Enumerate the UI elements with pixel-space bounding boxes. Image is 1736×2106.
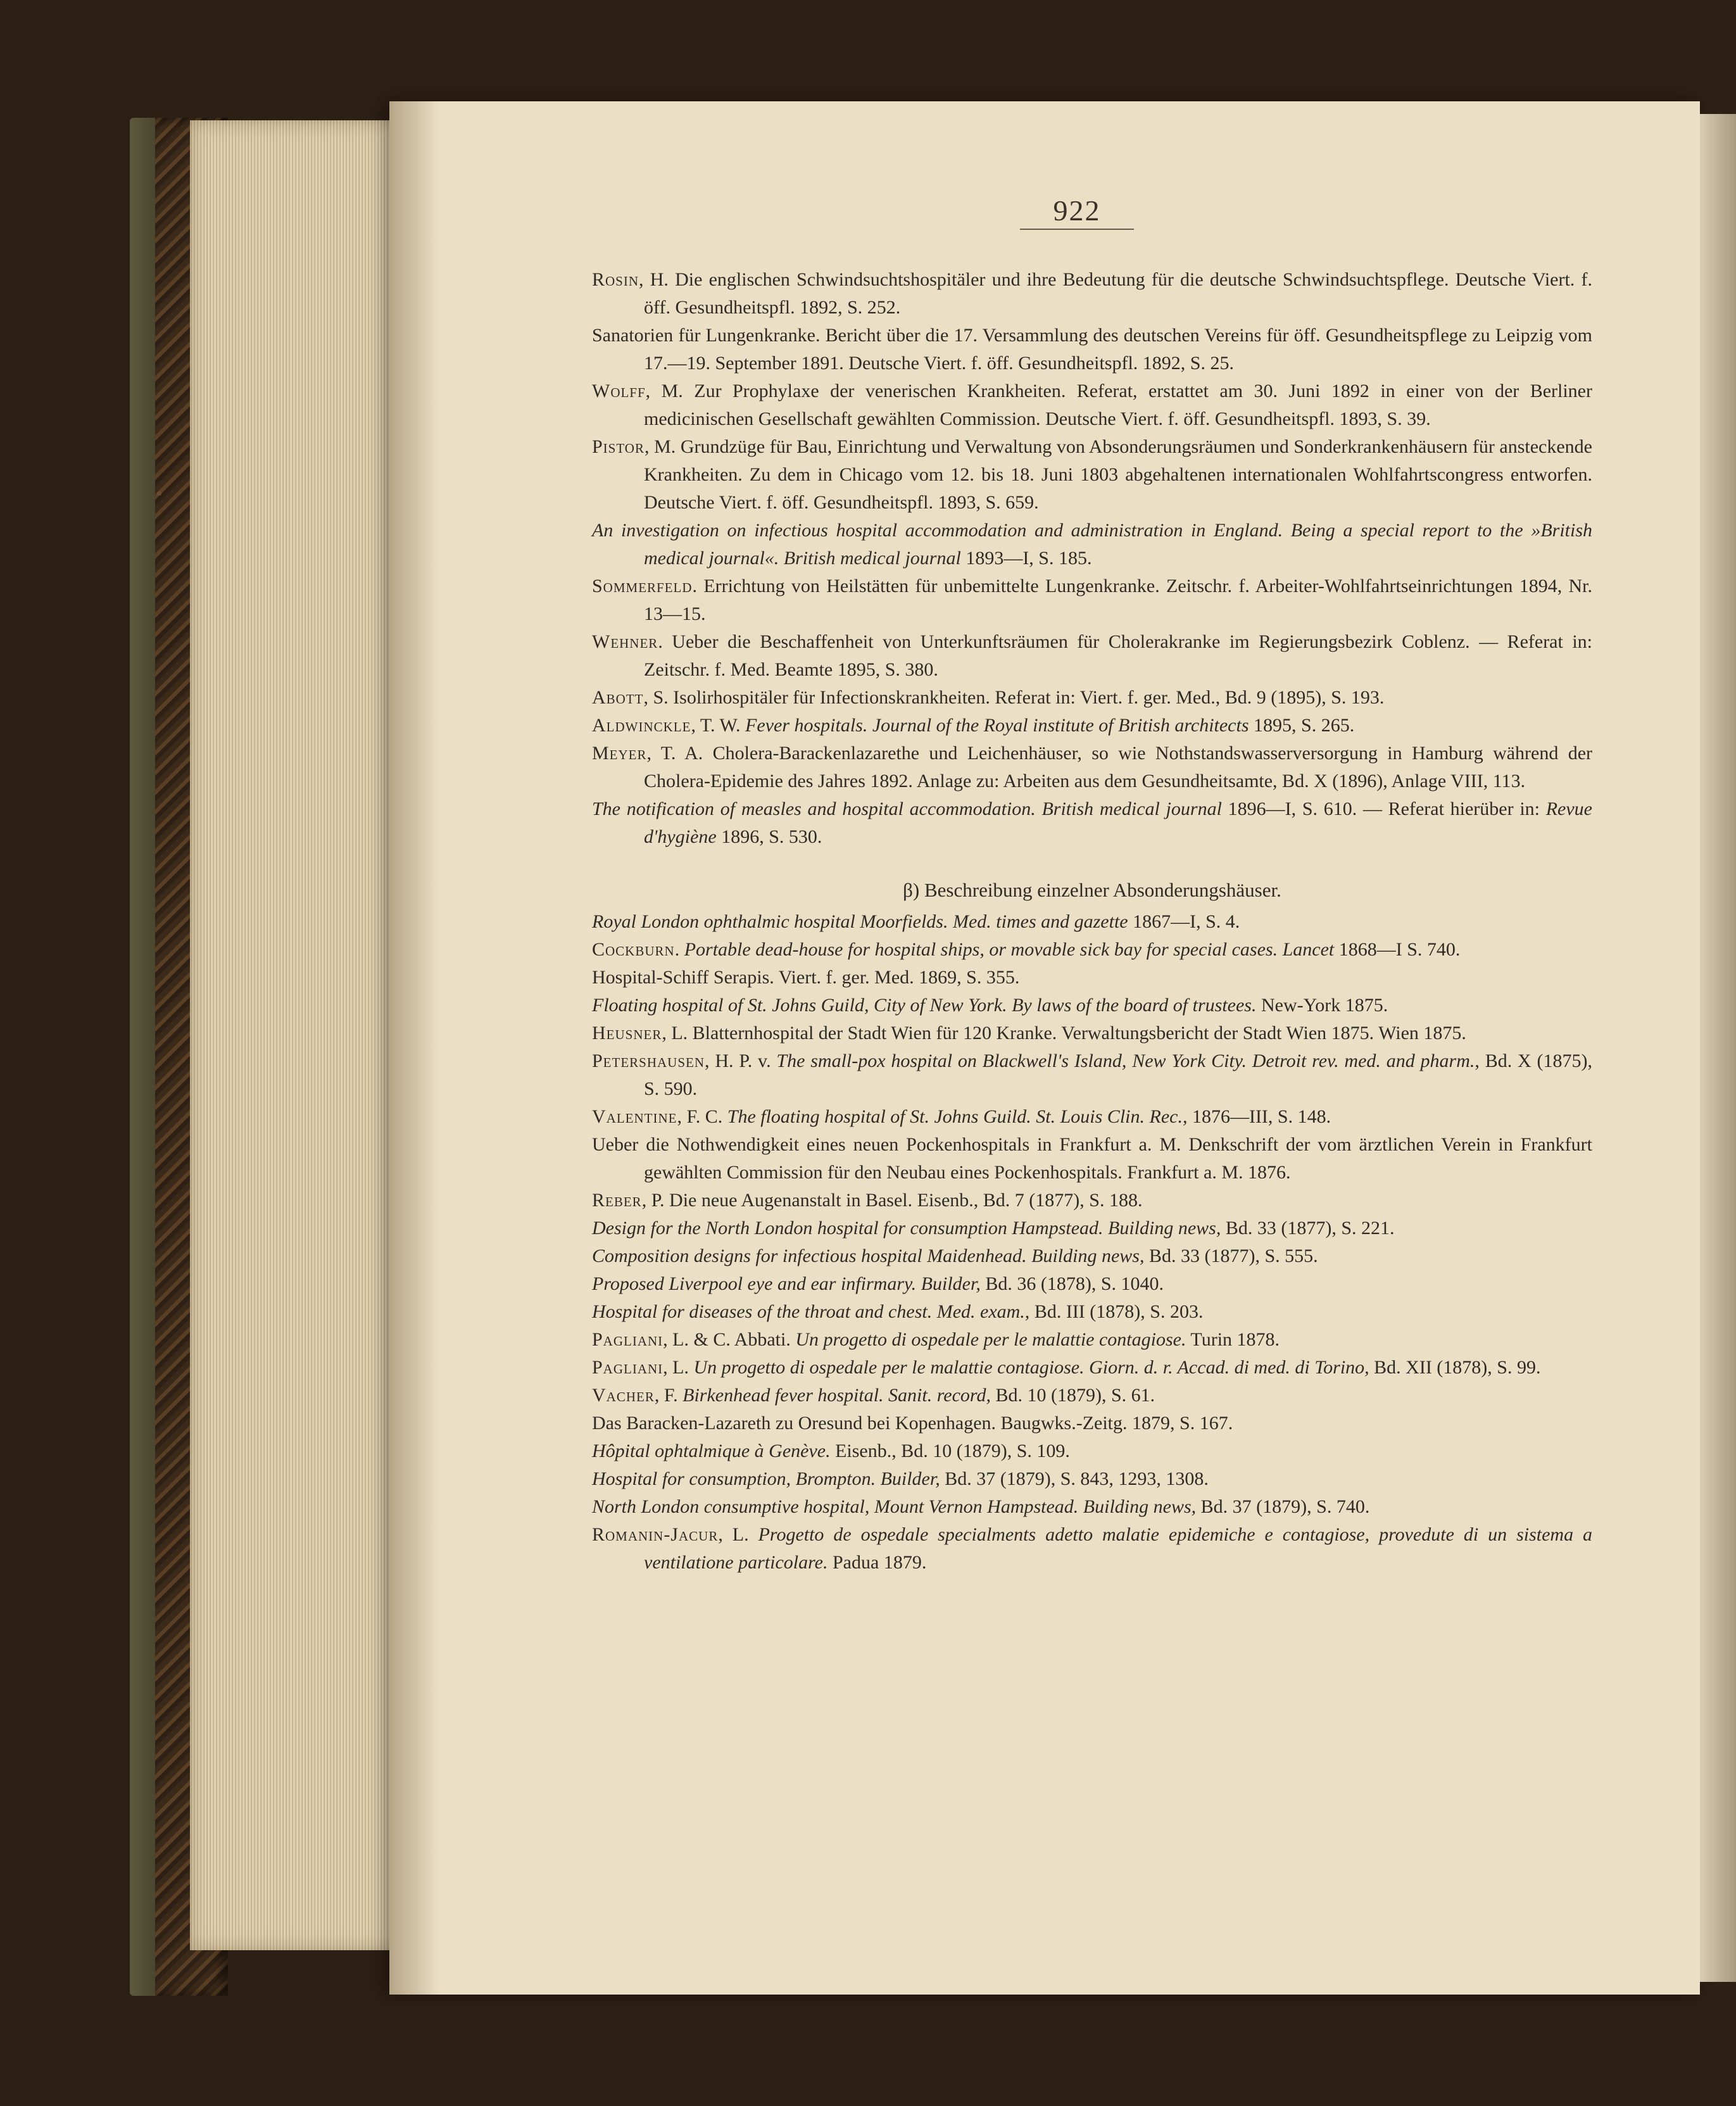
entry-text: Bd. III (1878), S. 203. (1029, 1301, 1204, 1322)
entry-text: , S. Isolirhospitäler für Infectionskrankheiten. Referat in: Viert. f. ger. Med., Bd. 9 (1895), S. 193. (643, 687, 1385, 708)
entry-author: Vacher (592, 1385, 655, 1406)
entry-title-italic: The floating hospital of St. Johns Guild. St. Louis Clin. Rec., (727, 1106, 1188, 1127)
entry-title-italic: Hospital for diseases of the throat and chest. Med. exam., (592, 1301, 1030, 1322)
entry-title-italic: North London consumptive hospital, Mount Vernon Hampstead. Building news, (592, 1496, 1197, 1517)
entry-text: , M. Zur Prophylaxe der venerischen Krankheiten. Referat, erstattet am 30. Juni 1892 in einer von der Berliner medicinischen Gesellschaft gewählten Commission. Deutsche Viert. f. öff. Gesundheitspfl. 1893, S. 39. (644, 381, 1592, 429)
page-stack (190, 120, 405, 1950)
entry-author: Pistor (592, 436, 645, 457)
bibliography-entry (592, 1409, 1592, 1437)
entry-text-tail: 1895, S. 265. (1249, 715, 1355, 736)
entry-text: Bd. 36 (1878), S. 1040. (980, 1273, 1164, 1294)
bibliography-entry (592, 517, 1592, 572)
entry-title-italic: Un progetto di ospedale per le malattie contagiose. Giorn. d. r. Accad. di med. di Torino, (693, 1357, 1369, 1378)
bibliography-entry (592, 1187, 1592, 1214)
bibliography-entry (592, 908, 1592, 936)
entry-text: , L. & C. Abbati. (663, 1329, 796, 1350)
bibliography-entry (592, 1298, 1592, 1326)
entry-title-italic: Royal London ophthalmic hospital Moorfields. Med. times and gazette (592, 911, 1128, 932)
bibliography-entry (592, 964, 1592, 992)
bibliography-entry (592, 377, 1592, 433)
entry-title-italic: An investigation on infectious hospital accommodation and administration in England. Being a special report to the »British medical journal«. British medical journal (592, 520, 1592, 569)
entry-author: Valentine (592, 1106, 677, 1127)
entry-text: , L. Blatternhospital der Stadt Wien für 120 Kranke. Verwaltungsbericht der Stadt Wien 1875. Wien 1875. (662, 1023, 1466, 1044)
entry-text: Eisenb., Bd. 10 (1879), S. 109. (830, 1441, 1070, 1461)
entry-text: , H. Die englischen Schwindsuchtshospitäler und ihre Bedeutung für die deutsche Schwindsuchtspflege. Deutsche Viert. f. öff. Gesundheitspfl. 1892, S. 252. (639, 269, 1592, 318)
entry-title-italic: Fever hospitals. Journal of the Royal institute of British architects (745, 715, 1249, 736)
bibliography-list-2 (592, 908, 1592, 1577)
entry-title-italic: The small-pox hospital on Blackwell's Island, New York City. Detroit rev. med. and pharm. (776, 1050, 1475, 1071)
bibliography-entry (592, 992, 1592, 1019)
entry-text-tail: 1876—III, S. 148. (1187, 1106, 1331, 1127)
entry-text: , H. P. v. (705, 1050, 777, 1071)
entry-author: Meyer (592, 743, 647, 764)
entry-title-italic: Composition designs for infectious hospital Maidenhead. Building news, (592, 1245, 1145, 1266)
entry-text: Sanatorien für Lungenkranke. Bericht über die 17. Versammlung des deutschen Vereins für öff. Gesundheitspflege zu Leipzig vom 17.—19. September 1891. Deutsche Viert. f. öff. Gesundheitspfl. 1892, S. 25. (592, 325, 1592, 374)
bibliography-entry (592, 1103, 1592, 1131)
bibliography-entry (592, 1270, 1592, 1298)
entry-author: Wolff (592, 381, 646, 401)
entry-author: Pagliani (592, 1357, 664, 1378)
bibliography-entry (592, 936, 1592, 964)
bibliography-entry (592, 712, 1592, 740)
bibliography-entry (592, 628, 1592, 684)
bibliography-entry (592, 740, 1592, 795)
entry-text: . Ueber die Beschaffenheit von Unterkunftsräumen für Cholerakranke im Regierungsbezirk Coblenz. — Referat in: Zeitschr. f. Med. Beamte 1895, S. 380. (644, 631, 1592, 680)
entry-title-italic: Progetto de ospedale specialments adetto malatie epidemiche e contagiose, provedute di un sistema a ventilatione particolare. (644, 1524, 1592, 1573)
entry-author: Rosin (592, 269, 639, 290)
entry-text: . Errichtung von Heilstätten für unbemittelte Lungenkranke. Zeitschr. f. Arbeiter-Wohlfahrtseinrichtungen 1894, Nr. 13—15. (644, 576, 1592, 624)
entry-text: , T. A. Cholera-Barackenlazarethe und Leichenhäuser, so wie Nothstandswasserversorgung in Hamburg während der Cholera-Epidemie des Jahres 1892. Anlage zu: Arbeiten aus dem Gesundheitsamte, Bd. X (1896), Anlage VIII, 113. (644, 743, 1592, 791)
bibliography-entry (592, 1242, 1592, 1270)
page-gutter-shadow (389, 101, 440, 1995)
bibliography-entry (592, 1326, 1592, 1354)
bibliography-entry (592, 1521, 1592, 1577)
entry-author: Petershausen (592, 1050, 705, 1071)
entry-text: , L. (718, 1524, 758, 1545)
bibliography-entry (592, 322, 1592, 377)
entry-text: Bd. 33 (1877), S. 221. (1221, 1218, 1395, 1239)
bibliography-entry (592, 266, 1592, 322)
bibliography-entry (592, 572, 1592, 628)
entry-title-italic: Proposed Liverpool eye and ear infirmary. Builder, (592, 1273, 981, 1294)
entry-text: Das Baracken-Lazareth zu Oresund bei Kopenhagen. Baugwks.-Zeitg. 1879, S. 167. (592, 1413, 1233, 1434)
bibliography-entry (592, 684, 1592, 712)
bibliography-entry (592, 795, 1592, 851)
entry-author: Sommerfeld (592, 576, 693, 596)
entry-text: Bd. 37 (1879), S. 843, 1293, 1308. (940, 1468, 1209, 1489)
bibliography-entry (592, 1354, 1592, 1382)
entry-text: Bd. 33 (1877), S. 555. (1144, 1245, 1318, 1266)
entry-author: Cockburn (592, 939, 675, 960)
entry-text: , T. W. (691, 715, 746, 736)
bibliography-entry (592, 1019, 1592, 1047)
bibliography-entry (592, 1465, 1592, 1493)
entry-text: , F. (654, 1385, 683, 1406)
entry-text-tail: Padua 1879. (827, 1552, 927, 1573)
entry-text-tail: Bd. XII (1878), S. 99. (1369, 1357, 1541, 1378)
entry-author: Wehner (592, 631, 658, 652)
entry-author: Heusner (592, 1023, 662, 1044)
entry-text: Hospital-Schiff Serapis. Viert. f. ger. Med. 1869, S. 355. (592, 967, 1020, 988)
entry-text: Bd. 37 (1879), S. 740. (1196, 1496, 1370, 1517)
entry-author: Romanin-Jacur (592, 1524, 719, 1545)
entry-text: 1896—I, S. 610. — Referat hierüber in: (1221, 798, 1546, 819)
entry-title-italic: Hospital for consumption, Brompton. Builder, (592, 1468, 940, 1489)
entry-text: . (674, 939, 684, 960)
entry-text-tail: , Bd. X (1875), S. 590. (644, 1050, 1593, 1099)
entry-text: New-York 1875. (1256, 995, 1388, 1016)
page-number: 922 (1020, 194, 1134, 230)
section-heading: β) Beschreibung einzelner Absonderungshäuser. (903, 879, 1281, 901)
entry-author: Pagliani (592, 1329, 664, 1350)
entry-title-italic: Un progetto di ospedale per le malattie contagiose. (795, 1329, 1186, 1350)
entry-title-italic: Hôpital ophtalmique à Genève. (592, 1441, 831, 1461)
entry-text: , F. C. (677, 1106, 727, 1127)
bibliography-text (592, 266, 1592, 1577)
bibliography-list-1 (592, 266, 1592, 851)
bibliography-entry (592, 1493, 1592, 1521)
next-page-edge (1700, 114, 1736, 1982)
book-spine-edge (130, 118, 155, 1996)
entry-text-tail: Turin 1878. (1186, 1329, 1280, 1350)
entry-author: Aldwinckle (592, 715, 691, 736)
entry-author: Reber (592, 1190, 642, 1211)
entry-title-italic: Birkenhead fever hospital. Sanit. record, (682, 1385, 991, 1406)
entry-text: Ueber die Nothwendigkeit eines neuen Pockenhospitals in Frankfurt a. M. Denkschrift der vom ärztlichen Verein in Frankfurt gewählten Commission für den Neubau eines Pockenhospitals. Frankfurt a. M. 1876. (592, 1134, 1592, 1183)
entry-text: , L. (663, 1357, 694, 1378)
entry-text: 1893—I, S. 185. (960, 548, 1092, 569)
entry-text: , M. Grundzüge für Bau, Einrichtung und Verwaltung von Absonderungsräumen und Sonderkrankenhäusern für ansteckende Krankheiten. Zu dem in Chicago vom 12. bis 18. Juni 1803 abgehaltenen internationalen Wohlfahrtscongress entworfen. Deutsche Viert. f. öff. Gesundheitspfl. 1893, S. 659. (644, 436, 1592, 513)
entry-title-italic: Floating hospital of St. Johns Guild, City of New York. By laws of the board of trustees. (592, 995, 1257, 1016)
entry-text-tail: 1896, S. 530. (716, 826, 822, 847)
bibliography-entry (592, 1382, 1592, 1409)
bibliography-entry (592, 1437, 1592, 1465)
bibliography-entry (592, 1131, 1592, 1187)
entry-title-italic: Portable dead-house for hospital ships, or movable sick bay for special cases. Lancet (684, 939, 1335, 960)
entry-text: , P. Die neue Augenanstalt in Basel. Eisenb., Bd. 7 (1877), S. 188. (641, 1190, 1143, 1211)
entry-title-italic: Design for the North London hospital for consumption Hampstead. Building news, (592, 1218, 1221, 1239)
entry-text-tail: 1868—I S. 740. (1334, 939, 1461, 960)
bibliography-entry (592, 433, 1592, 517)
entry-title-italic: Revue d'hygiène (644, 798, 1592, 847)
entry-text: 1867—I, S. 4. (1128, 911, 1240, 932)
entry-text-tail: Bd. 10 (1879), S. 61. (990, 1385, 1155, 1406)
bibliography-entry (592, 1047, 1592, 1103)
entry-title-italic: The notification of measles and hospital accommodation. British medical journal (592, 798, 1222, 819)
bibliography-entry (592, 1214, 1592, 1242)
entry-author: Abott (592, 687, 644, 708)
